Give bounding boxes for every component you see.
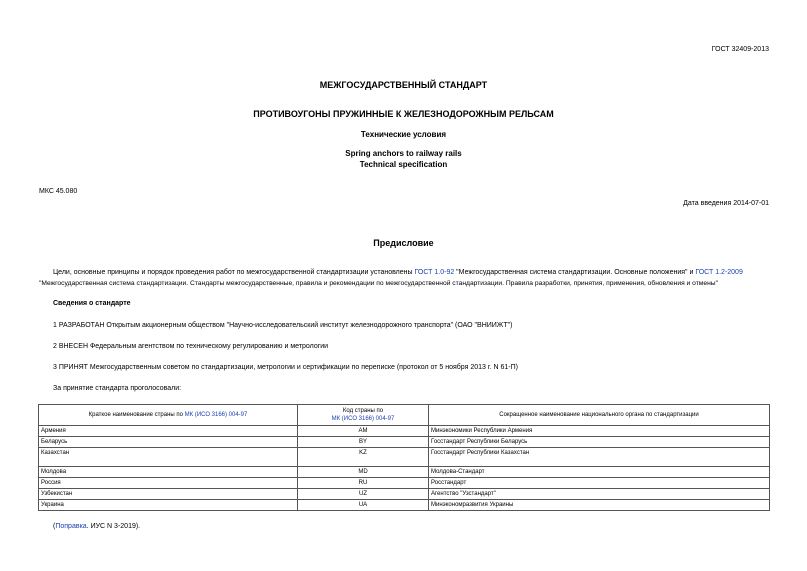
table-cell-code: BY	[298, 437, 429, 448]
table-cell-country: Россия	[39, 478, 298, 489]
table-header-row	[39, 405, 770, 426]
gost-1-0-92-link[interactable]: ГОСТ 1.0-92	[414, 269, 455, 276]
header-text: Код страны по	[342, 408, 384, 414]
table-cell-code: UZ	[298, 489, 429, 500]
gost-1-2-2009-link[interactable]: ГОСТ 1.2-2009	[695, 269, 743, 276]
table-row	[39, 478, 770, 489]
table-cell-code: UA	[298, 500, 429, 511]
table-row	[39, 467, 770, 478]
mk-iso-3166-link[interactable]: МК (ИСО 3166) 004-97	[331, 416, 395, 422]
table-row	[39, 489, 770, 500]
table-cell-code: RU	[298, 478, 429, 489]
table-cell-country: Беларусь	[39, 437, 298, 448]
column-header-code	[298, 405, 429, 426]
table-cell-code: MD	[298, 467, 429, 478]
table-cell-body: Минэкономразвития Украины	[429, 500, 770, 511]
table-cell-country: Молдова	[39, 467, 298, 478]
table-cell-code: KZ	[298, 448, 429, 467]
table-row	[39, 448, 770, 467]
table-row	[39, 500, 770, 511]
voted-caption: За принятие стандарта проголосовали:	[53, 385, 182, 392]
amendment-note	[53, 523, 140, 530]
info-item-1: 1 РАЗРАБОТАН Открытым акционерным обществом "Научно-исследовательский институт железнодорожного транспорта" (ОАО "ВНИИЖТ")	[53, 322, 513, 329]
table-cell-body: Минэкономики Республики Армения	[429, 426, 770, 437]
info-item-3: 3 ПРИНЯТ Межгосударственным советом по стандартизации, метрологии и сертификации по переписке (протокол от 5 ноября 2013 г. N 61-П)	[53, 364, 518, 371]
standard-info-heading: Сведения о стандарте	[53, 300, 131, 307]
column-header-country	[39, 405, 298, 426]
mks-code: МКС 45.080	[39, 188, 78, 195]
table-row	[39, 437, 770, 448]
intro-date: Дата введения 2014-07-01	[683, 200, 769, 207]
paragraph-text: Цели, основные принципы и порядок проведения работ по межгосударственной стандартизации установлены	[53, 269, 415, 276]
table-cell-body: Агентство "Узстандарт"	[429, 489, 770, 500]
standard-type-heading: МЕЖГОСУДАРСТВЕННЫЙ СТАНДАРТ	[319, 80, 488, 90]
mk-iso-3166-link[interactable]: МК (ИСО 3166) 004-97	[184, 412, 248, 418]
foreword-paragraph-line2: "Межгосударственная система стандартизации. Стандарты межгосударственные, правила и рекомендации по межгосударственной стандартизации. Правила разработки, принятия, применения, обновления и отмены"	[39, 280, 718, 287]
page-title: ПРОТИВОУГОНЫ ПРУЖИННЫЕ К ЖЕЛЕЗНОДОРОЖНЫМ РЕЛЬСАМ	[253, 109, 554, 119]
table-cell-body: Росстандарт	[429, 478, 770, 489]
table-cell-country: Армения	[39, 426, 298, 437]
amendment-link[interactable]: Поправка	[55, 523, 87, 530]
doc-number: ГОСТ 32409-2013	[711, 46, 769, 53]
paragraph-text: "Межгосударственная система стандартизации. Основные положения" и	[454, 269, 696, 276]
table-cell-country: Узбекистан	[39, 489, 298, 500]
foreword-heading: Предисловие	[373, 238, 434, 248]
table-cell-country: Украина	[39, 500, 298, 511]
amendment-text: . ИУС N 3-2019).	[86, 523, 141, 530]
foreword-paragraph-line1	[53, 269, 743, 276]
subtitle-en: Technical specification	[359, 160, 448, 169]
table-row	[39, 426, 770, 437]
column-header-body: Сокращенное наименование национального органа по стандартизации	[429, 405, 770, 426]
table-cell-code: AM	[298, 426, 429, 437]
table-cell-body: Госстандарт Республики Казахстан	[429, 448, 770, 467]
info-item-2: 2 ВНЕСЕН Федеральным агентством по техническому регулированию и метрологии	[53, 343, 329, 350]
amendment-paren: (	[53, 523, 56, 530]
table-cell-body: Госстандарт Республики Беларусь	[429, 437, 770, 448]
table-cell-country: Казахстан	[39, 448, 298, 467]
header-text: Краткое наименование страны по	[88, 412, 185, 418]
subtitle-ru: Технические условия	[360, 130, 447, 139]
title-en: Spring anchors to railway rails	[345, 149, 462, 158]
table-cell-body: Молдова-Стандарт	[429, 467, 770, 478]
countries-table	[38, 404, 770, 511]
